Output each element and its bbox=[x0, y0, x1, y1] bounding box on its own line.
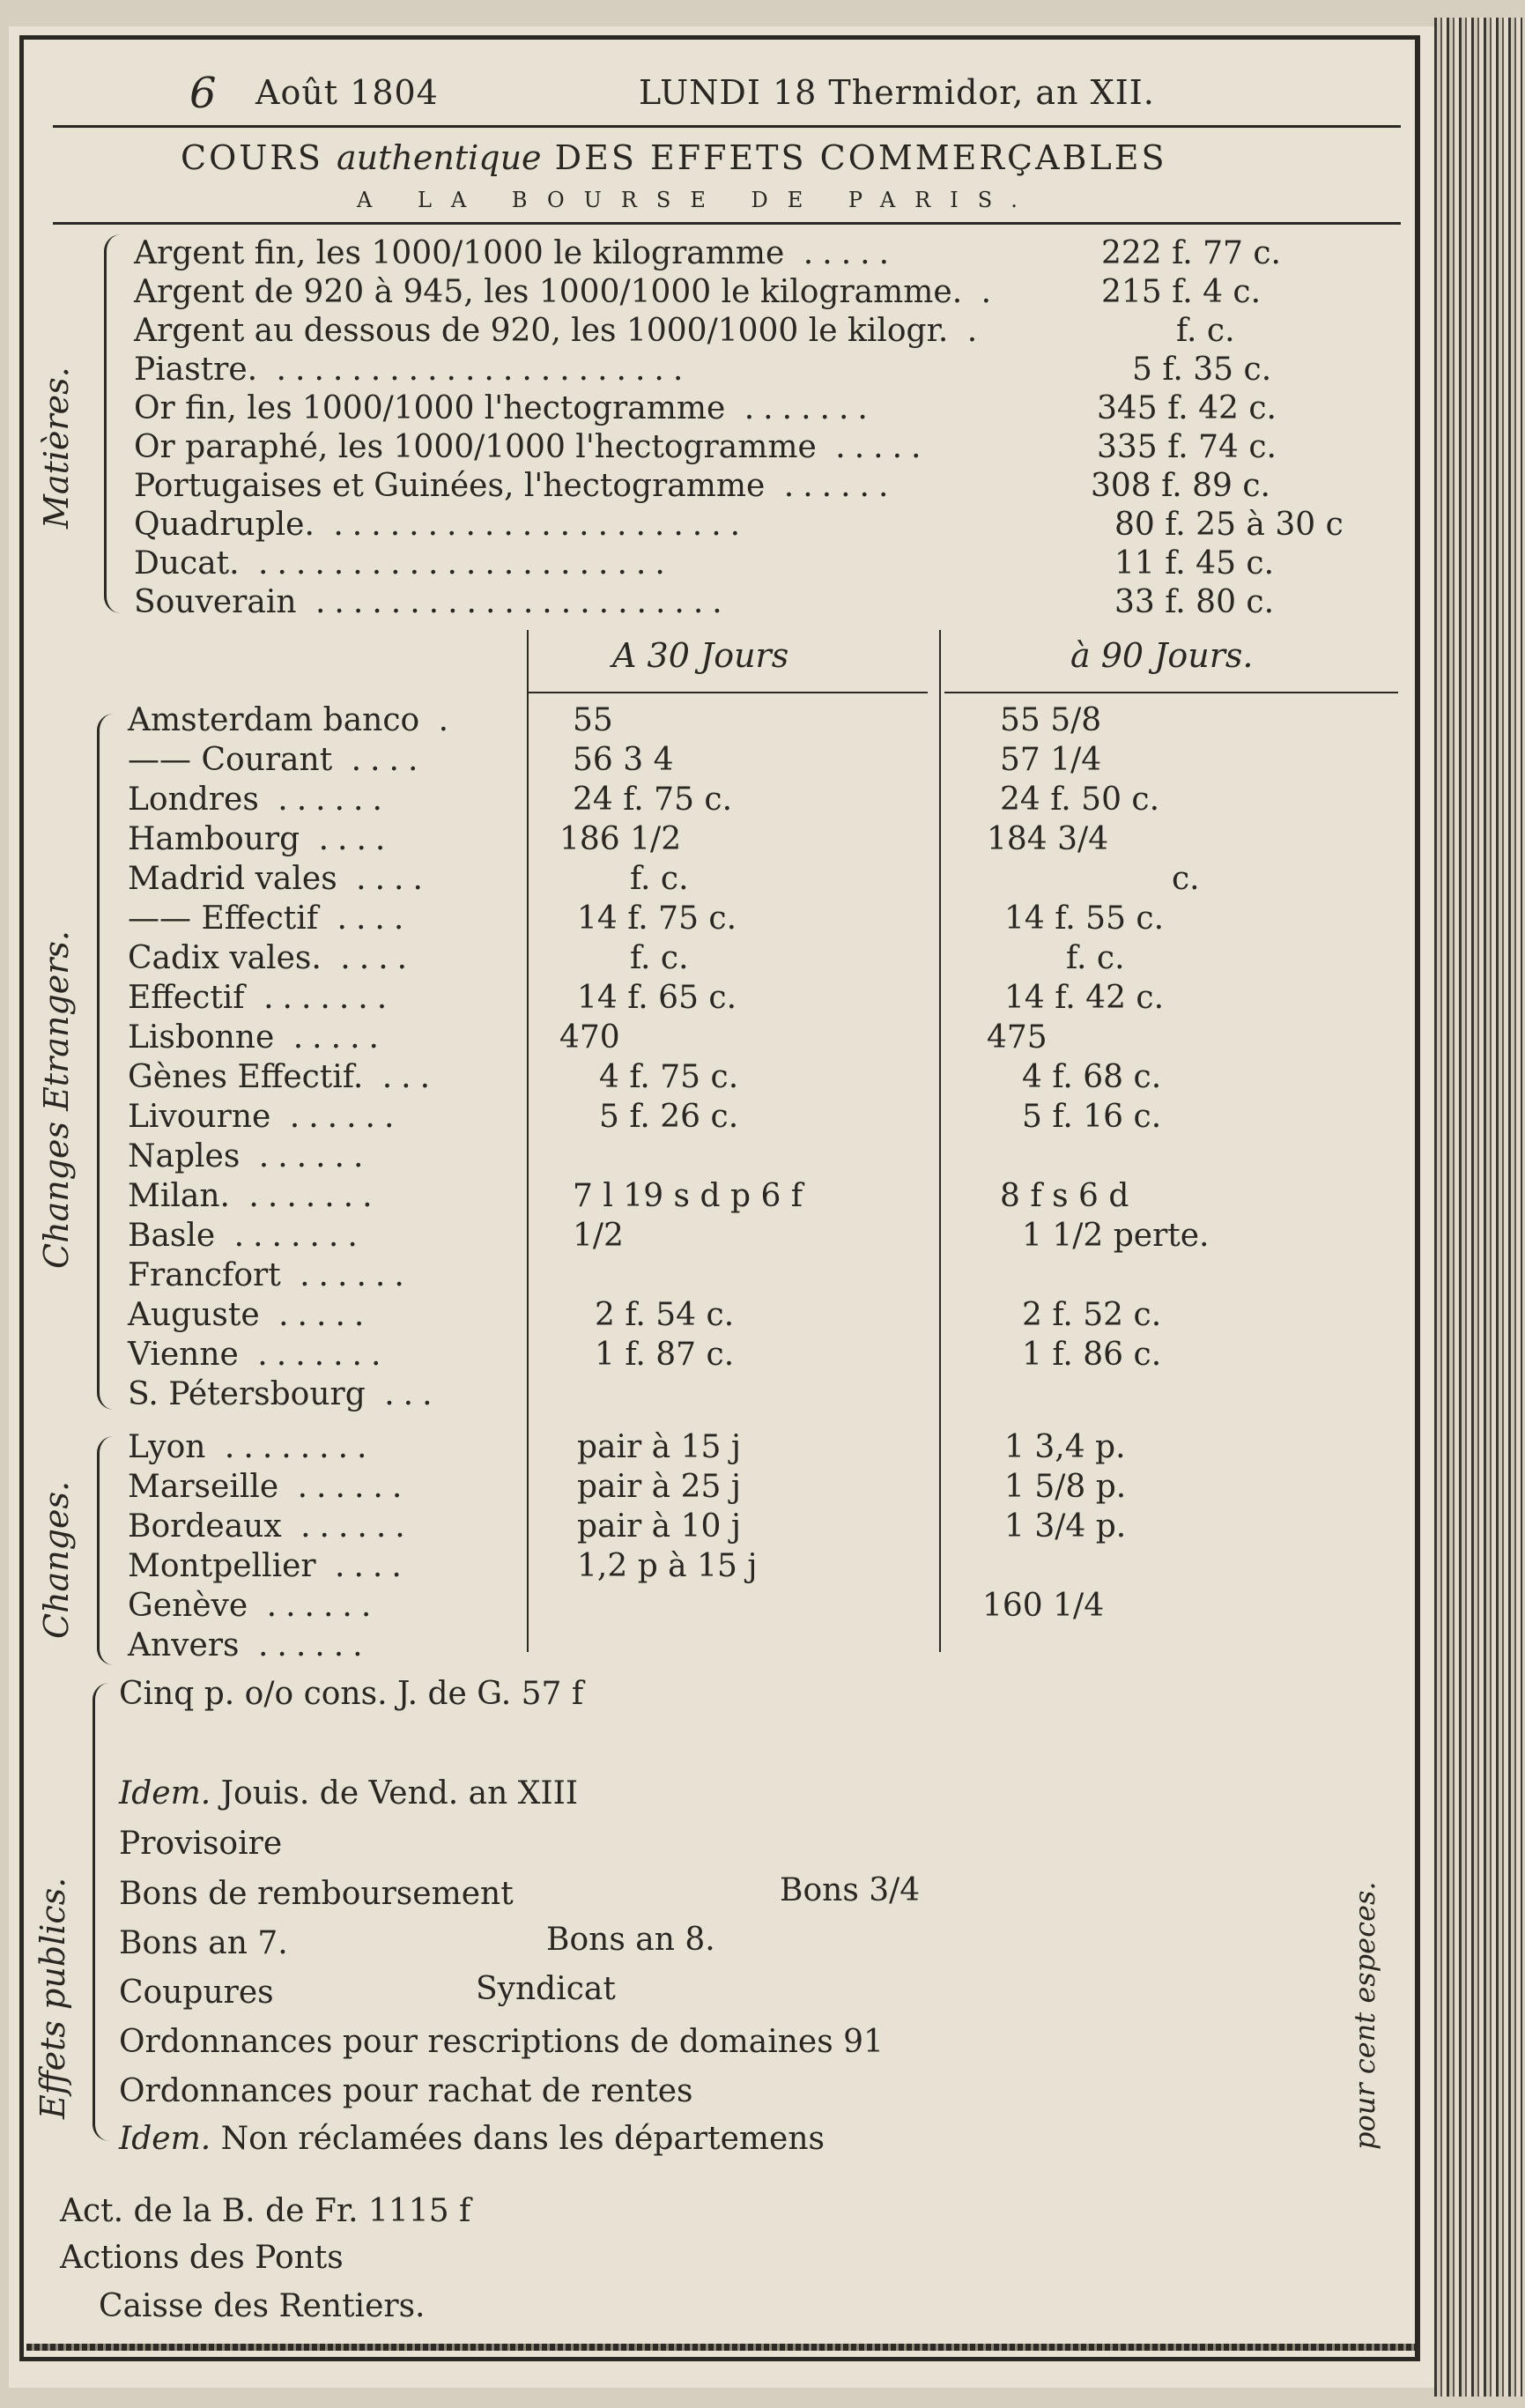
cell-90: 24 f. 50 c. bbox=[1000, 782, 1160, 818]
item-value: 345 f. 42 c. bbox=[1097, 390, 1277, 426]
item-label: Quadruple. bbox=[134, 507, 315, 543]
cell-30: 1,2 p à 15 j bbox=[577, 1548, 758, 1584]
brace-changes-etrangers bbox=[97, 714, 114, 1410]
actions-ponts: Actions des Ponts bbox=[60, 2240, 344, 2276]
item-label: Argent de 920 à 945, les 1000/1000 le kilogramme. bbox=[134, 274, 963, 310]
actions-banque: Act. de la B. de Fr. 1115 f bbox=[60, 2193, 471, 2229]
cell-30: 1 f. 87 c. bbox=[595, 1337, 735, 1373]
table-row: Gènes Effectif. ... bbox=[128, 1059, 440, 1095]
table-row: Cadix vales. .... bbox=[128, 940, 417, 976]
cell-30: 7 l 19 s d p 6 f bbox=[573, 1178, 803, 1214]
list-item: Or fin, les 1000/1000 l'hectogramme ....... bbox=[134, 390, 877, 426]
row-label: Bordeaux bbox=[128, 1508, 282, 1545]
list-item bbox=[119, 2123, 825, 2155]
cell-90: 1 f. 86 c. bbox=[1022, 1337, 1162, 1373]
syndicat: Syndicat bbox=[476, 1971, 616, 2007]
table-row: Lyon ........ bbox=[128, 1429, 376, 1465]
cell-30: 56 3 4 bbox=[573, 742, 674, 778]
table-row: Francfort ...... bbox=[128, 1257, 413, 1293]
item-label: Or fin, les 1000/1000 l'hectogramme bbox=[134, 390, 726, 426]
cell-30: 2 f. 54 c. bbox=[595, 1297, 735, 1333]
item-label: Souverain bbox=[134, 584, 297, 620]
cell-30: 186 1/2 bbox=[559, 821, 682, 857]
row-label: Auguste bbox=[128, 1297, 260, 1333]
cell-90: 2 f. 52 c. bbox=[1022, 1297, 1162, 1333]
day-number: 6 bbox=[189, 69, 218, 118]
table-row: Anvers ...... bbox=[128, 1627, 372, 1663]
cell-30: 55 bbox=[573, 702, 613, 738]
month-year: Août 1804 bbox=[255, 73, 439, 112]
cell-90: 4 f. 68 c. bbox=[1022, 1059, 1162, 1095]
table-row: S. Pétersbourg ... bbox=[128, 1376, 441, 1412]
row-label: Lyon bbox=[128, 1429, 206, 1465]
table-row: Madrid vales .... bbox=[128, 861, 432, 897]
cell-30: 1/2 bbox=[573, 1218, 624, 1254]
table-row: Livourne ...... bbox=[128, 1099, 403, 1135]
cell-30: f. c. bbox=[630, 861, 689, 897]
title-prefix: COURS bbox=[181, 138, 323, 177]
item-value: 80 f. 25 à 30 c bbox=[1114, 507, 1344, 543]
subtitle: A LA BOURSE DE PARIS. bbox=[357, 188, 1037, 212]
column-divider-right bbox=[939, 630, 941, 1652]
cell-90: c. bbox=[1172, 861, 1200, 897]
brace-changes bbox=[97, 1436, 114, 1665]
table-row: Basle ....... bbox=[128, 1218, 366, 1254]
ordonnances-rescriptions: Ordonnances pour rescriptions de domaines 91 bbox=[119, 2024, 884, 2060]
cell-30: pair à 15 j bbox=[577, 1429, 741, 1465]
cell-30: f. c. bbox=[630, 940, 689, 976]
table-row: Auguste ..... bbox=[128, 1297, 374, 1333]
cell-90: 184 3/4 bbox=[987, 821, 1109, 857]
table-row: Lisbonne ..... bbox=[128, 1019, 388, 1056]
cell-90: 8 f s 6 d bbox=[1000, 1178, 1129, 1214]
row-label: Amsterdam banco bbox=[128, 702, 420, 738]
row-label: Naples bbox=[128, 1138, 241, 1174]
cell-90: 14 f. 42 c. bbox=[1004, 980, 1165, 1016]
item-value: f. c. bbox=[1176, 313, 1235, 349]
provisoire: Provisoire bbox=[119, 1826, 283, 1862]
title-suffix: DES EFFETS COMMERÇABLES bbox=[554, 138, 1167, 177]
list-item: Argent fin, les 1000/1000 le kilogramme ..... bbox=[134, 235, 899, 271]
item-value: 215 f. 4 c. bbox=[1101, 274, 1262, 310]
section-changes-etrangers: Changes Etrangers. bbox=[37, 930, 76, 1269]
item-label: Piastre. bbox=[134, 352, 258, 388]
cinq-pour-cent: Cinq p. o/o cons. J. de G. 57 f bbox=[119, 1676, 584, 1712]
table-row: Hambourg .... bbox=[128, 821, 395, 857]
row-label: Anvers bbox=[128, 1627, 240, 1663]
list-item: Ducat. ...................... bbox=[134, 545, 674, 582]
cell-90: f. c. bbox=[1066, 940, 1125, 976]
title-rule bbox=[53, 222, 1401, 225]
section-changes: Changes. bbox=[37, 1480, 76, 1639]
section-matieres: Matières. bbox=[37, 367, 76, 529]
cell-90: 5 f. 16 c. bbox=[1022, 1099, 1162, 1135]
row-label: —— Effectif bbox=[128, 900, 319, 937]
column-rule-90 bbox=[944, 692, 1398, 693]
list-item: Portugaises et Guinées, l'hectogramme ...... bbox=[134, 468, 898, 504]
table-row: Naples ...... bbox=[128, 1138, 373, 1174]
item-value: 308 f. 89 c. bbox=[1091, 468, 1270, 504]
row-label: Effectif bbox=[128, 980, 245, 1016]
title-italic: authentique bbox=[337, 138, 542, 177]
cell-30: pair à 10 j bbox=[577, 1508, 741, 1545]
pour-cent-especes: pour cent especes. bbox=[1348, 1881, 1381, 2150]
list-item: Quadruple. ...................... bbox=[134, 507, 750, 543]
row-label: Cadix vales. bbox=[128, 940, 322, 976]
cell-30: 14 f. 65 c. bbox=[577, 980, 737, 1016]
cell-90: 55 5/8 bbox=[1000, 702, 1102, 738]
cell-90: 1 1/2 perte. bbox=[1022, 1218, 1210, 1254]
row-label: Montpellier bbox=[128, 1548, 316, 1584]
list-item: Piastre. ...................... bbox=[134, 352, 692, 388]
cell-30: 5 f. 26 c. bbox=[599, 1099, 739, 1135]
bons-remboursement: Bons de remboursement bbox=[119, 1876, 514, 1912]
row-label: Milan. bbox=[128, 1178, 230, 1214]
row-label: S. Pétersbourg bbox=[128, 1376, 366, 1412]
bottom-rule bbox=[26, 2344, 1418, 2351]
non-reclamees: Non réclamées dans les départemens bbox=[220, 2121, 825, 2157]
item-label: Ducat. bbox=[134, 545, 240, 582]
cell-90: 1 3/4 p. bbox=[1004, 1508, 1127, 1545]
column-divider-left bbox=[527, 630, 529, 1652]
list-item: Argent de 920 à 945, les 1000/1000 le kilogramme. . bbox=[134, 274, 1001, 310]
table-row: Bordeaux ...... bbox=[128, 1508, 414, 1545]
section-effets-publics: Effets publics. bbox=[33, 1877, 72, 2119]
table-row: Vienne ....... bbox=[128, 1337, 390, 1373]
row-label: Londres bbox=[128, 782, 259, 818]
cell-30: 24 f. 75 c. bbox=[573, 782, 733, 818]
ordonnances-rachat: Ordonnances pour rachat de rentes bbox=[119, 2073, 693, 2109]
idem-label: Idem. bbox=[119, 2121, 211, 2157]
table-row: —— Effectif .... bbox=[128, 900, 413, 937]
bons-an-8: Bons an 8. bbox=[546, 1922, 715, 1958]
cell-90: 1 5/8 p. bbox=[1004, 1469, 1127, 1505]
cell-90: 14 f. 55 c. bbox=[1004, 900, 1165, 937]
item-value: 11 f. 45 c. bbox=[1114, 545, 1275, 582]
item-value: 335 f. 74 c. bbox=[1097, 429, 1277, 465]
cell-90: 1 3,4 p. bbox=[1004, 1429, 1126, 1465]
list-item: Or paraphé, les 1000/1000 l'hectogramme ..... bbox=[134, 429, 930, 465]
column-rule-30 bbox=[527, 692, 928, 693]
title bbox=[181, 138, 1167, 177]
cell-90: 475 bbox=[987, 1019, 1048, 1056]
brace-matieres bbox=[104, 234, 121, 613]
table-row: Effectif ....... bbox=[128, 980, 396, 1016]
item-label: Or paraphé, les 1000/1000 l'hectogramme bbox=[134, 429, 817, 465]
idem-label: Idem. bbox=[119, 1775, 211, 1812]
column-header-30: A 30 Jours bbox=[612, 636, 789, 675]
row-label: Francfort bbox=[128, 1257, 281, 1293]
bons-an-7: Bons an 7. bbox=[119, 1925, 288, 1961]
row-label: Basle bbox=[128, 1218, 216, 1254]
table-row: Amsterdam banco . bbox=[128, 702, 458, 738]
list-item: Souverain ...................... bbox=[134, 584, 731, 620]
row-label: Hambourg bbox=[128, 821, 300, 857]
cell-90: 57 1/4 bbox=[1000, 742, 1102, 778]
item-label: Argent fin, les 1000/1000 le kilogramme bbox=[134, 235, 785, 271]
table-row: Genève ...... bbox=[128, 1588, 381, 1624]
row-label: Marseille bbox=[128, 1469, 279, 1505]
list-item: Argent au dessous de 920, les 1000/1000 le kilogr. . bbox=[134, 313, 987, 349]
row-label: —— Courant bbox=[128, 742, 333, 778]
item-label: Argent au dessous de 920, les 1000/1000 le kilogr. bbox=[134, 313, 949, 349]
row-label: Livourne bbox=[128, 1099, 271, 1135]
item-value: 33 f. 80 c. bbox=[1114, 584, 1275, 620]
book-edge bbox=[1434, 18, 1522, 2397]
list-item bbox=[119, 1775, 579, 1812]
item-label: Portugaises et Guinées, l'hectogramme bbox=[134, 468, 766, 504]
bons-value: Bons 3/4 bbox=[780, 1872, 921, 1908]
row-label: Lisbonne bbox=[128, 1019, 275, 1056]
item-value: 222 f. 77 c. bbox=[1101, 235, 1281, 271]
row-label: Vienne bbox=[128, 1337, 239, 1373]
cell-90: 160 1/4 bbox=[982, 1588, 1105, 1624]
row-label: Gènes Effectif. bbox=[128, 1059, 364, 1095]
caisse-rentiers: Caisse des Rentiers. bbox=[99, 2288, 426, 2324]
brace-effets-publics bbox=[93, 1683, 109, 2141]
coupures: Coupures bbox=[119, 1975, 274, 2011]
table-row: Marseille ...... bbox=[128, 1469, 411, 1505]
header-rule bbox=[53, 125, 1401, 128]
table-row: Milan. ....... bbox=[128, 1178, 381, 1214]
row-label: Madrid vales bbox=[128, 861, 337, 897]
jouissance: Jouis. de Vend. an XIII bbox=[220, 1775, 579, 1812]
row-label: Genève bbox=[128, 1588, 248, 1624]
item-value: 5 f. 35 c. bbox=[1132, 352, 1272, 388]
cell-30: 4 f. 75 c. bbox=[599, 1059, 739, 1095]
column-header-90: à 90 Jours. bbox=[1070, 636, 1254, 675]
table-row: —— Courant .... bbox=[128, 742, 427, 778]
cell-30: 470 bbox=[559, 1019, 620, 1056]
cell-30: pair à 25 j bbox=[577, 1469, 741, 1505]
day-label: LUNDI 18 Thermidor, an XII. bbox=[639, 73, 1155, 112]
table-row: Londres ...... bbox=[128, 782, 391, 818]
table-row: Montpellier .... bbox=[128, 1548, 411, 1584]
cell-30: 14 f. 75 c. bbox=[577, 900, 737, 937]
